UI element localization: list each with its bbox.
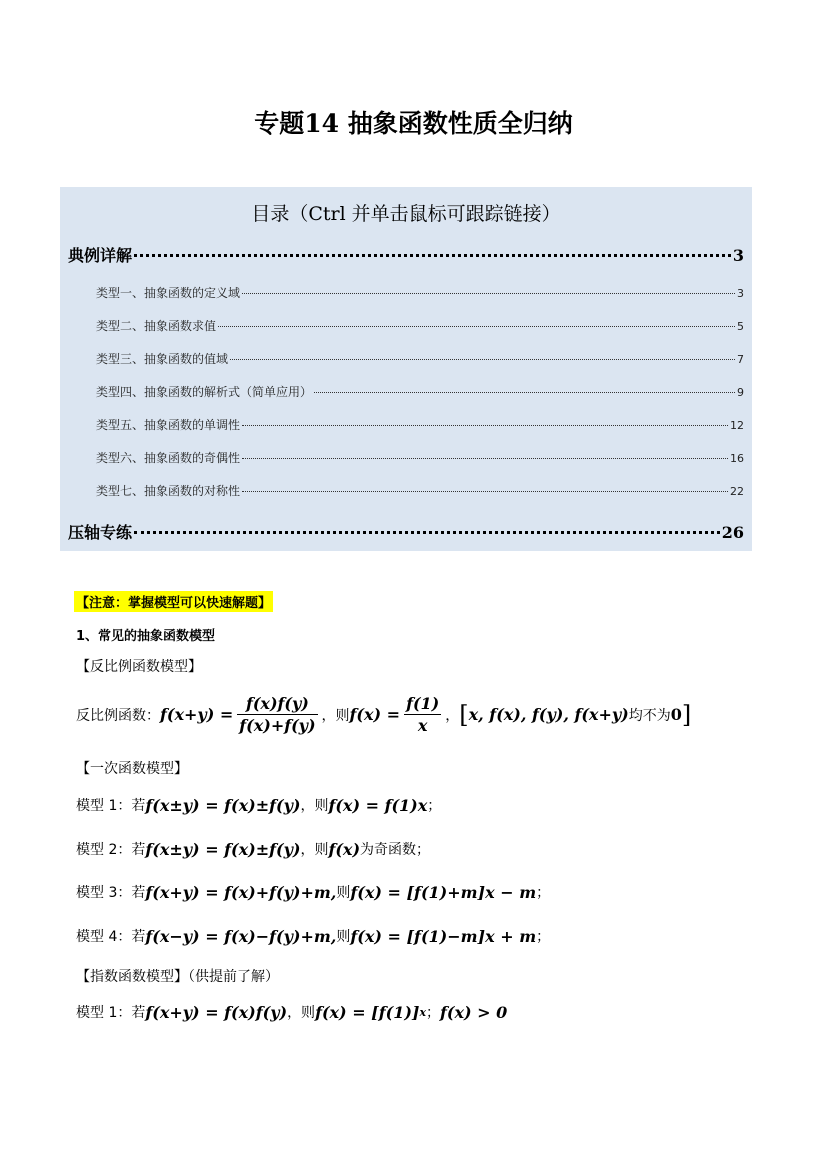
model-connector: 则 — [336, 929, 351, 945]
toc-entry-type-1[interactable] — [96, 284, 744, 301]
formula-fraction — [237, 694, 317, 735]
table-of-contents — [60, 187, 752, 551]
model-connector: 则 — [336, 885, 351, 901]
toc-entry-page: 12 — [730, 419, 744, 432]
linear-model-header: 【一次函数模型】 — [76, 761, 188, 777]
toc-heading: 目录（Ctrl 并单击鼠标可跟踪链接） — [251, 203, 561, 225]
model-label: 模型 4：若 — [76, 929, 146, 945]
toc-entry-type-3[interactable] — [96, 350, 744, 367]
fraction-numerator: f(1) — [406, 694, 440, 713]
toc-entry-type-7[interactable] — [96, 482, 744, 499]
toc-entry-label: 类型四、抽象函数的解析式（简单应用） — [96, 385, 313, 399]
linear-model-4 — [76, 926, 550, 946]
toc-leader-dots — [134, 531, 720, 534]
toc-entry-label: 类型三、抽象函数的值域 — [96, 352, 229, 366]
model-label: 模型 1：若 — [76, 1005, 146, 1021]
toc-entry-practice[interactable] — [68, 520, 744, 543]
model-result-exponent: x — [419, 1005, 427, 1019]
model-result: f(x) — [328, 839, 361, 859]
model-tail: ； — [427, 798, 442, 814]
model-separator: ； — [426, 1005, 441, 1021]
condition-open-bracket: [ — [459, 700, 469, 729]
inverse-model-header: 【反比例函数模型】 — [76, 659, 202, 675]
exp-model-header-note: （供提前了解） — [188, 969, 279, 985]
condition-text: 均不为 — [628, 707, 671, 724]
toc-entry-page: 3 — [732, 246, 744, 265]
toc-entry-page: 9 — [737, 386, 744, 399]
model-condition: f(x+y) = f(x)f(y) — [145, 1002, 288, 1022]
model-tail: ； — [536, 885, 551, 901]
model-result-2: f(x) > 0 — [440, 1002, 508, 1022]
formula-result-lhs: f(x) = — [349, 705, 401, 724]
toc-leader-dots — [218, 326, 735, 327]
model-result: f(x) = [f(1)] — [315, 1002, 420, 1022]
toc-entry-page: 26 — [721, 523, 744, 542]
model-result: f(x) = [f(1)+m]x − m — [350, 882, 537, 902]
model-tail: 为奇函数； — [360, 842, 431, 858]
toc-leader-dots — [242, 491, 728, 492]
condition-zero: 0 — [670, 705, 682, 724]
formula-prefix: 反比例函数： — [76, 707, 160, 724]
toc-leader-dots — [230, 359, 735, 360]
model-condition: f(x±y) = f(x)±f(y) — [145, 839, 301, 859]
fraction-denominator: f(x)+f(y) — [239, 716, 316, 735]
toc-entry-label: 类型六、抽象函数的奇偶性 — [96, 451, 241, 465]
formula-connector: ，则 — [321, 707, 350, 724]
toc-entry-label: 类型七、抽象函数的对称性 — [96, 484, 241, 498]
toc-entry-label: 压轴专练 — [68, 523, 133, 542]
model-condition: f(x+y) = f(x)+f(y)+m, — [145, 882, 337, 902]
toc-entry-page: 5 — [737, 320, 744, 333]
toc-leader-dots — [242, 425, 728, 426]
model-connector: ，则 — [300, 842, 329, 858]
exp-model-1 — [76, 1002, 507, 1022]
toc-leader-dots — [242, 293, 735, 294]
formula-comma: ， — [445, 707, 460, 724]
toc-entry-label: 类型五、抽象函数的单调性 — [96, 418, 241, 432]
toc-entry-type-4[interactable] — [96, 383, 744, 400]
inverse-model-formula — [76, 694, 691, 735]
model-connector: ，则 — [300, 798, 329, 814]
toc-leader-dots — [134, 254, 731, 257]
toc-entry-page: 3 — [737, 287, 744, 300]
toc-entry-type-6[interactable] — [96, 449, 744, 466]
model-label: 模型 2：若 — [76, 842, 146, 858]
fraction-numerator: f(x)f(y) — [245, 694, 309, 713]
model-result: f(x) = f(1)x — [328, 795, 428, 815]
toc-leader-dots — [242, 458, 728, 459]
toc-leader-dots — [314, 392, 735, 393]
linear-model-2 — [76, 839, 430, 859]
model-condition: f(x±y) = f(x)±f(y) — [145, 795, 301, 815]
toc-entry-label: 类型二、抽象函数求值 — [96, 319, 217, 333]
model-condition: f(x−y) = f(x)−f(y)+m, — [145, 926, 337, 946]
model-connector: ，则 — [287, 1005, 316, 1021]
document-title: 专题14 抽象函数性质全归纳 — [254, 109, 573, 138]
highlight-note: 【注意：掌握模型可以快速解题】 — [74, 591, 273, 612]
condition-math: x, f(x), f(y), f(x+y) — [468, 705, 629, 724]
linear-model-1 — [76, 795, 441, 815]
exp-model-header-line — [76, 966, 279, 986]
toc-entry-examples[interactable] — [68, 243, 744, 266]
exp-model-header: 【指数函数模型】 — [76, 969, 188, 985]
toc-entry-page: 16 — [730, 452, 744, 465]
toc-entry-page: 7 — [737, 353, 744, 366]
formula-lhs: f(x+y) = — [160, 705, 234, 724]
model-tail: ； — [536, 929, 551, 945]
section-heading: 1、常见的抽象函数模型 — [76, 629, 216, 644]
toc-entry-type-5[interactable] — [96, 416, 744, 433]
formula-result-fraction — [404, 694, 441, 735]
toc-entry-page: 22 — [730, 485, 744, 498]
toc-entry-type-2[interactable] — [96, 317, 744, 334]
fraction-denominator: x — [417, 716, 428, 735]
model-result: f(x) = [f(1)−m]x + m — [350, 926, 537, 946]
linear-model-3 — [76, 882, 550, 902]
toc-entry-label: 类型一、抽象函数的定义域 — [96, 286, 241, 300]
toc-entry-label: 典例详解 — [68, 246, 133, 265]
model-label: 模型 3：若 — [76, 885, 146, 901]
condition-close-bracket: ] — [681, 700, 692, 729]
model-label: 模型 1：若 — [76, 798, 146, 814]
